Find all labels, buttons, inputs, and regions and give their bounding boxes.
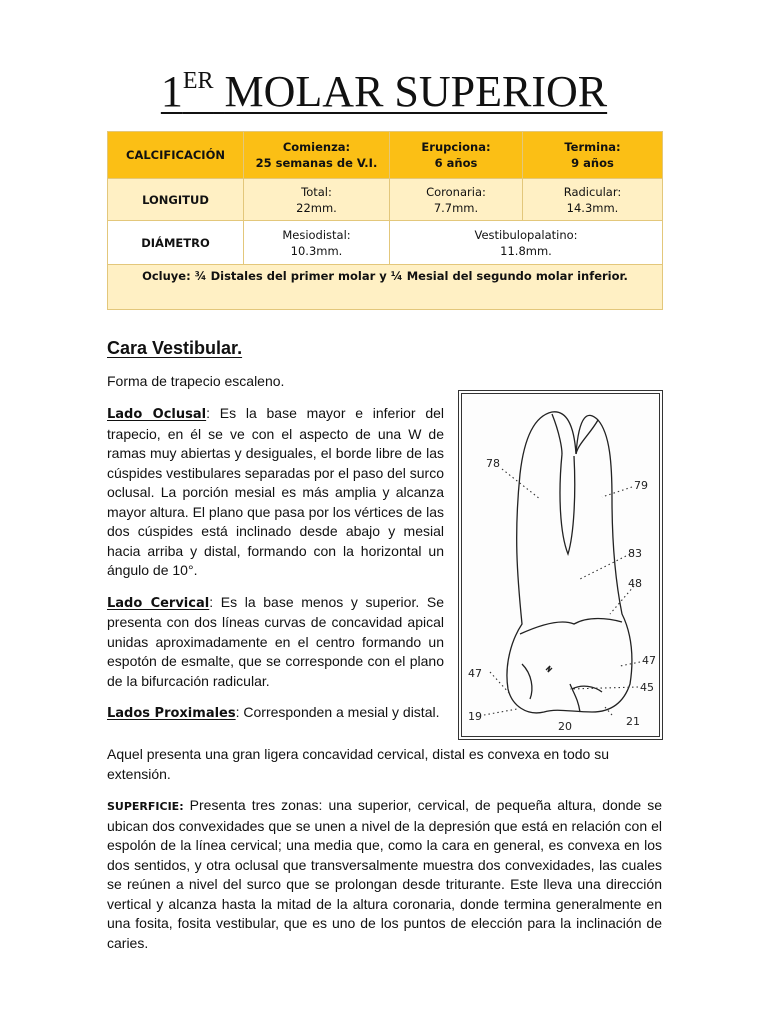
- radicular-label: Radicular:: [563, 184, 622, 199]
- cell-termina: [523, 132, 663, 179]
- lados-proximales-paragraph: [107, 703, 444, 724]
- cell-mesiodistal: [244, 221, 390, 265]
- superficie-text: Presenta tres zonas: una superior, cervical, de pequeña altura, donde se ubican dos convexidades que se unen a nivel de la depresión que está en relación con el espolón de la línea cervical; una media que, como la cara en general, es convexa en los dos sentidos, y otra oclusal que transversalmente muestra dos convexidades, las cuales se reúnen a nivel del surco que se prolongan desde triturante. Este lleva una dirección vertical y alcanza hasta la mitad de la altura coronaria, donde termina generalmente en una fosita, fosita vestibular, que es uno de los puntos de elección para la inclinación de caries.: [107, 797, 662, 951]
- row-longitud: [108, 179, 663, 221]
- vestibulopalatino-value: 11.8mm.: [500, 243, 552, 258]
- title-text: MOLAR SUPERIOR: [224, 67, 608, 116]
- longitud-label: LONGITUD: [108, 179, 244, 221]
- title-number: 1: [160, 67, 183, 116]
- figure-label-21: 21: [626, 715, 640, 728]
- title-superscript: ER: [182, 68, 214, 94]
- diametro-label: DIÁMETRO: [108, 221, 244, 265]
- cell-coronaria: [390, 179, 523, 221]
- lados-proximales-text: : Corresponden a mesial y distal.: [235, 704, 440, 720]
- tooth-illustration: [458, 390, 663, 740]
- figure-label-47-right: 47: [642, 654, 656, 667]
- vestibulopalatino-label: Vestibulopalatino:: [474, 227, 578, 242]
- page-title: [0, 68, 768, 116]
- coronaria-label: Coronaria:: [426, 184, 486, 199]
- lados-proximales-continuation: Aquel presenta una gran ligera concavidad cervical, distal es convexa en todo su extensión.: [107, 746, 609, 782]
- lado-cervical-paragraph: [107, 593, 444, 692]
- cell-erupciona: [390, 132, 523, 179]
- comienza-value: 25 semanas de V.I.: [255, 156, 378, 170]
- cell-vestibulopalatino: [390, 221, 663, 265]
- superficie-label: SUPERFICIE:: [107, 800, 184, 813]
- cell-comienza: [244, 132, 390, 179]
- row-ocluye: [108, 265, 663, 310]
- figure-label-83: 83: [628, 547, 642, 560]
- superficie-paragraph: [107, 796, 662, 953]
- cell-total: [244, 179, 390, 221]
- figure-label-47-left: 47: [468, 667, 482, 680]
- tooth-drawing: [462, 394, 659, 736]
- lado-oclusal-text: : Es la base mayor e inferior del trapecio, en él se ve con el aspecto de una W de ramas muy abiertas y desiguales, el borde libre de las cúspides vestibulares separadas por el paso del surco oclusal. La porción mesial es más amplia y alcanza mayor altura. El plano que pasa por los vértices de las dos cúspides está inclinado desde abajo y mesial hacia arriba y distal, formando con la horizontal un ángulo de 10°.: [107, 405, 444, 578]
- comienza-label: Comienza:: [282, 140, 351, 154]
- row-diametro: [108, 221, 663, 265]
- description-column: [107, 404, 444, 736]
- section-title: Cara Vestibular.: [107, 338, 243, 358]
- lado-cervical-term: Lado Cervical: [107, 595, 210, 611]
- forma-text: Forma de trapecio escaleno.: [107, 373, 285, 389]
- lados-proximales-term: Lados Proximales: [107, 706, 236, 721]
- mesiodistal-value: 10.3mm.: [290, 243, 343, 258]
- lado-oclusal-paragraph: [107, 404, 444, 581]
- row-calcificacion: [108, 132, 663, 179]
- figure-label-19: 19: [468, 710, 482, 723]
- termina-value: 9 años: [571, 156, 614, 170]
- figure-label-78: 78: [486, 457, 500, 470]
- termina-label: Termina:: [564, 140, 621, 154]
- erupciona-value: 6 años: [434, 156, 478, 170]
- coronaria-value: 7.7mm.: [433, 200, 479, 215]
- lado-oclusal-term: Lado Oclusal: [107, 407, 207, 422]
- figure-label-45: 45: [640, 681, 654, 694]
- ocluye-text: Ocluye: ¾ Distales del primer molar y ¼ Mesial del segundo molar inferior.: [108, 265, 663, 310]
- figure-label-20: 20: [558, 720, 572, 733]
- total-label: Total:: [301, 184, 332, 199]
- figure-label-48: 48: [628, 577, 642, 590]
- figure-label-79: 79: [634, 479, 648, 492]
- calcificacion-label: CALCIFICACIÓN: [108, 132, 244, 179]
- lado-cervical-text: : Es la base menos y superior. Se presenta con dos líneas curvas de concavidad apical unidas aproximadamente en el centro formando un espotón de esmalte, que se corresponde con el plano de la bifurcación radicular.: [107, 593, 444, 689]
- total-value: 22mm.: [296, 200, 337, 215]
- tooth-properties-table: [107, 131, 663, 310]
- radicular-value: 14.3mm.: [566, 200, 619, 215]
- cell-radicular: [523, 179, 663, 221]
- mesiodistal-label: Mesiodistal:: [282, 227, 351, 242]
- erupciona-label: Erupciona:: [421, 140, 491, 154]
